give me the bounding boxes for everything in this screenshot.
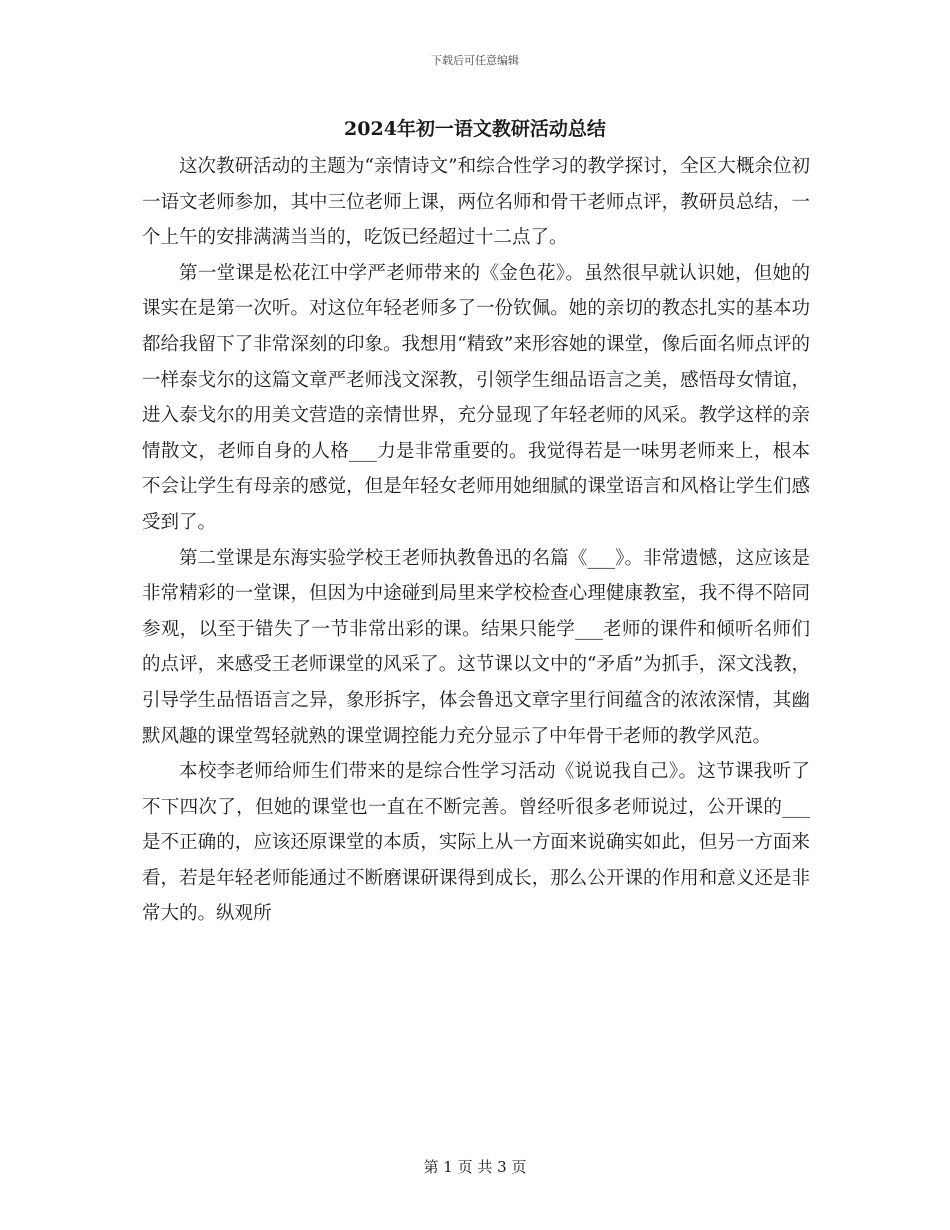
document-body <box>142 149 810 932</box>
paragraph-4: 本校李老师给师生们带来的是综合性学习活动《说说我自己》。这节课我听了不下四次了，但她的课堂也一直在不断完善。曾经听很多老师说过，公开课的___是不正确的，应该还原课堂的本质，实际上从一方面来说确实如此，但另一方面来看，若是年轻老师能通过不断磨课研课得到成长，那么公开课的作用和意义还是非常大的。纵观所 <box>142 761 810 925</box>
paragraph-3: 第二堂课是东海实验学校王老师执教鲁迅的名篇《___》。非常遗憾，这应该是非常精彩的一堂课，但因为中途碰到局里来学校检查心理健康教室，我不得不陪同参观，以至于错失了一节非常出彩的课。结果只能学___老师的课件和倾听名师们的点评，来感受王老师课堂的风采了。这节课以文中的“矛盾”为抓手，深文浅教，引导学生品悟语言之异，象形拆字，体会鲁迅文章字里行间蕴含的浓浓深情，其幽默风趣的课堂驾轻就熟的课堂调控能力充分显示了中年骨干老师的教学风范。 <box>142 547 810 747</box>
paragraph-1: 这次教研活动的主题为“亲情诗文”和综合性学习的教学探讨，全区大概余位初一语文老师参加，其中三位老师上课，两位名师和骨干老师点评，教研员总结，一个上午的安排满满当当的，吃饭已经超过十二点了。 <box>142 156 810 249</box>
paragraph-2: 第一堂课是松花江中学严老师带来的《金色花》。虽然很早就认识她，但她的课实在是第一次听。对这位年轻老师多了一份钦佩。她的亲切的教态扎实的基本功都给我留下了非常深刻的印象。我想用“精致”来形容她的课堂，像后面名师点评的一样泰戈尔的这篇文章严老师浅文深教，引领学生细品语言之美，感悟母女情谊，进入泰戈尔的用美文营造的亲情世界，充分显现了年轻老师的风采。教学这样的亲情散文，老师自身的人格___力是非常重要的。我觉得若是一味男老师来上，根本不会让学生有母亲的感觉，但是年轻女老师用她细腻的课堂语言和风格让学生们感受到了。 <box>142 262 810 533</box>
document-title: 2024年初一语文教研活动总结 <box>344 118 606 140</box>
page-header-note: 下载后可任意编辑 <box>431 54 519 67</box>
page-number: 第 1 页 共 3 页 <box>423 1158 527 1176</box>
